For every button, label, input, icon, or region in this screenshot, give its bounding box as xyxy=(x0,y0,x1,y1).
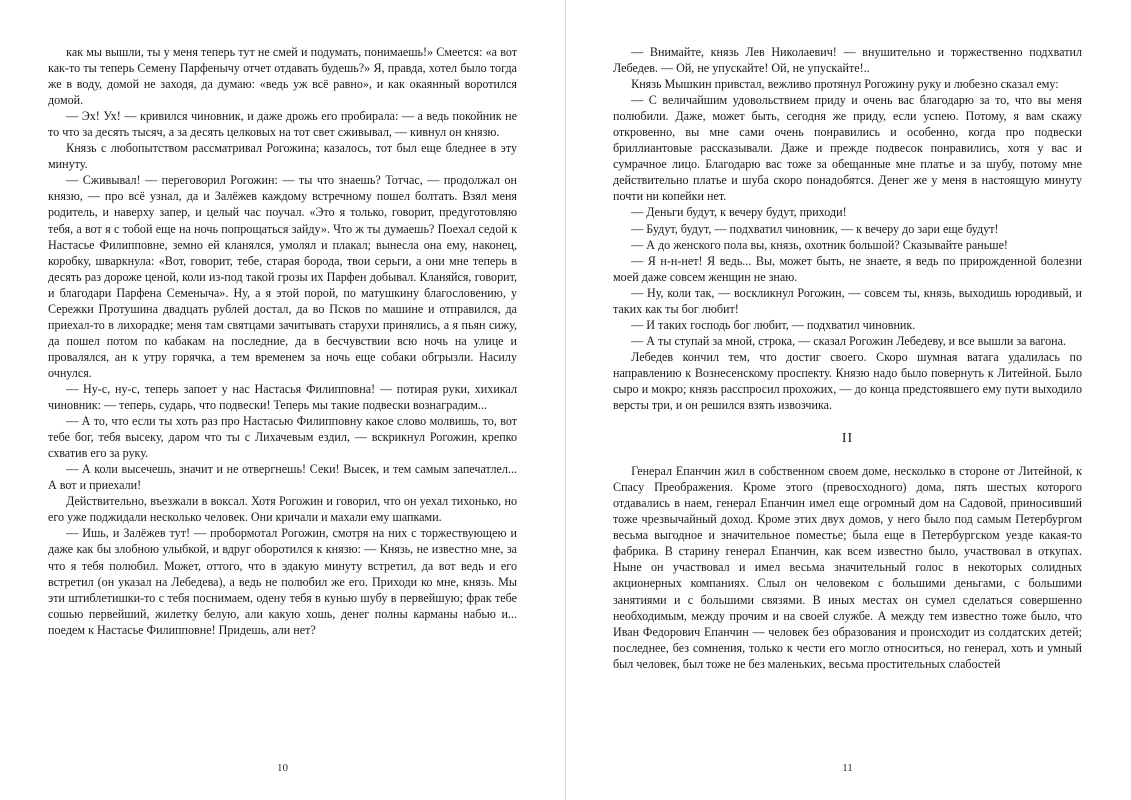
paragraph: — Ну, коли так, — воскликнул Рогожин, — совсем ты, князь, выходишь юродивый, и таких как ты бог любит! xyxy=(613,285,1082,316)
paragraph: — Деньги будут, к вечеру будут, приходи! xyxy=(631,205,847,220)
paragraph: — Сживывал! — переговорил Рогожин: — ты что знаешь? Тотчас, — продолжал он князю, — про всё узнал, да и Залёжев каждому встречному пошел болтать. Взял меня родитель, и наверху запер, и целый час поучал. «Это я только, говорит, предуготовляю тебя, а вот я с тобой еще на ночь попрощаться зайду». Что ж ты думаешь? Поехал седой к Настасье Филипповне, земно ей кланялся, умолял и плакал; вынесла она ему, наконец, коробку, шваркнула: «Вот, говорит, тебе, старая борода, твои серьги, а они мне теперь в десять раз дороже ценой, коли из-под такой грозы их Парфен добывал. Кланяйся, говорит, и благодари Парфена Семеныча». Ну, а я этой порой, по матушкину благословению, у Сережки Протушина двадцать рублей достал, да во Псков по машине и отправился, да приехал-то в лихорадке; меня там святцами зачитывать старухи принялись, а я пьян сижу, да пошел потом по кабакам на последние, да в бесчувствии всю ночь на улице и провалялся, ан к утру горячка, а тем временем за ночь еще собаки обгрызли. Насилу очнулся. xyxy=(48,173,517,380)
paragraph: Действительно, въезжали в воксал. Хотя Рогожин и говорил, что он уехал тихонько, но его уже поджидали несколько человек. Они кричали и махали ему шапками. xyxy=(48,494,517,525)
chapter-heading: II xyxy=(841,431,854,447)
paragraph: — А коли высечешь, значит и не отвергнешь! Секи! Высек, и тем самым запечатлел... А вот и приехали! xyxy=(48,462,517,493)
paragraph: — А то, что если ты хоть раз про Настасью Филипповну какое слово молвишь, то, вот тебе бог, тебя высеку, даром что ты с Лихачевым ездил, — вскрикнул Рогожин, крепко схватив его за руку. xyxy=(48,414,517,461)
paragraph: — Будут, будут, — подхватил чиновник, — к вечеру до зари еще будут! xyxy=(631,221,999,236)
paragraph: — Я н-н-нет! Я ведь... Вы, может быть, не знаете, я ведь по прирожденной болезни моей даже совсем женщин не знаю. xyxy=(613,253,1082,284)
paragraph: — С величайшим удовольствием приду и очень вас благодарю за то, что вы меня полюбили. Даже, может быть, сегодня же приду, если успею. Потому, я вам скажу откровенно, вы мне сами очень понравились и особенно, когда про подвески бриллиантовые рассказывали. Даже и прежде подвесок понравились, хотя у вас и сумрачное лицо. Благодарю вас тоже за обещанные мне платье и за шубу, потому мне действительно платье и шуба скоро понадобятся. Денег же у меня в настоящую минуту почти ни копейки нет. xyxy=(613,93,1082,204)
left-page-text-column xyxy=(48,44,517,638)
page-number-left: 10 xyxy=(277,762,288,774)
page-number-right: 11 xyxy=(842,762,853,774)
paragraph: Князь Мышкин привстал, вежливо протянул Рогожину руку и любезно сказал ему: xyxy=(631,77,1059,92)
paragraph: Лебедев кончил тем, что достиг своего. Скоро шумная ватага удалилась по направлению к Вознесенскому проспекту. Князю надо было повернуть к Литейной. Было сыро и мокро; князь расспросил прохожих, — до конца предстоявшего ему пути выходило версты три, и он решился взять извозчика. xyxy=(613,349,1082,413)
left-page xyxy=(0,0,565,800)
paragraph: как мы вышли, ты у меня теперь тут не смей и подумать, понимаешь!» Смеется: «а вот как-то ты теперь Семену Парфенычу отчет отдавать будешь?» Я, правда, хотел было тогда же в воду, домой не заходя, да думаю: «ведь уж всё равно», и как окаянный воротился домой. xyxy=(48,45,517,108)
paragraph: — Ишь, и Залёжев тут! — пробормотал Рогожин, смотря на них с торжествующею и даже как бы злобною улыбкой, и вдруг оборотился к князю: — Князь, не известно мне, за что я тебя полюбил. Может, оттого, что в эдакую минуту встретил, да вот ведь и его встретил (он указал на Лебедева), а ведь не полюбил же его. Приходи ко мне, князь. Мы эти штиблетишки-то с тебя поснимаем, одену тебя в кунью шубу в первейшую; фрак тебе сошью первейший, жилетку белую, али какую хошь, денег полны карманы набью и... поедем к Настасье Филипповне! Придешь, али нет? xyxy=(48,526,517,637)
paragraph: — Эх! Ух! — кривился чиновник, и даже дрожь его пробирала: — а ведь покойник не то что за десять тысяч, а за десять целковых на тот свет сживывал, — кивнул он князю. xyxy=(48,109,517,140)
right-page xyxy=(565,0,1130,800)
paragraph: — Внимайте, князь Лев Николаевич! — внушительно и торжественно подхватил Лебедев. — Ой, не упускайте! Ой, не упускайте!.. xyxy=(613,45,1082,76)
paragraph: Генерал Епанчин жил в собственном своем доме, несколько в стороне от Литейной, к Спасу Преображения. Кроме этого (превосходного) дома, пять шестых которого отдавались в наем, генерал Епанчин имел еще огромный дом на Садовой, приносивший тоже чрезвычайный доход. Кроме этих двух домов, у него было под самым Петербургом весьма выгодное и значительное поместье; была еще в Петербургском уезде какая-то фабрика. В старину генерал Епанчин, как всем известно было, участвовал в откупах. Ныне он участвовал и имел весьма значительный голос в некоторых солидных акционерных компаниях. Слыл он человеком с большими деньгами, с большими занятиями и с большими связями. В иных местах он сумел сделаться совершенно необходимым, между прочим и на своей службе. А между тем известно тоже было, что Иван Федорович Епанчин — человек без образования и происходит из солдатских детей; последнее, без сомнения, только к чести его могло относиться, но генерал, хоть и умный был человек, был тоже не без маленьких, весьма простительных слабостей xyxy=(613,464,1082,671)
paragraph: — Ну-с, ну-с, теперь запоет у нас Настасья Филипповна! — потирая руки, хихикал чиновник: — теперь, сударь, что подвески! Теперь мы такие подвески вознаградим... xyxy=(48,381,517,413)
paragraph: Князь с любопытством рассматривал Рогожина; казалось, тот был еще бледнее в эту минуту. xyxy=(48,141,517,172)
right-page-text-column xyxy=(613,44,1082,672)
paragraph: — И таких господь бог любит, — подхватил чиновник. xyxy=(631,317,916,332)
paragraph: — А ты ступай за мной, строка, — сказал Рогожин Лебедеву, и все вышли за вагона. xyxy=(631,333,1067,348)
paragraph: — А до женского пола вы, князь, охотник большой? Сказывайте раньше! xyxy=(631,237,1008,252)
